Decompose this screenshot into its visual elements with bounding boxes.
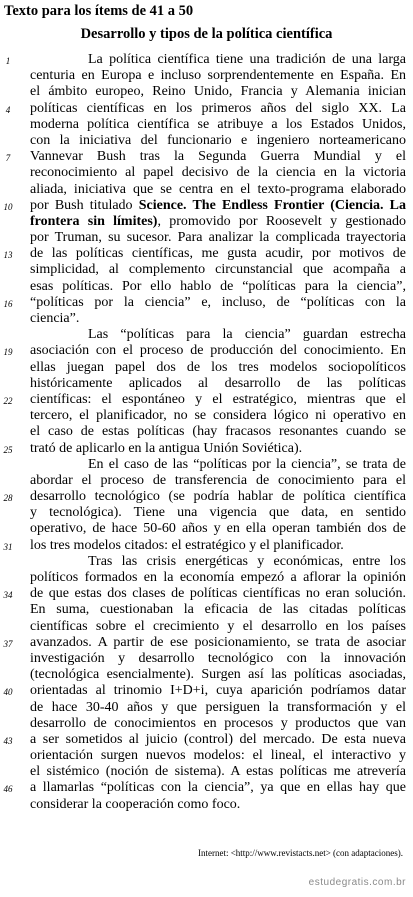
line-text: desarrollo tecnológico (se podría hablar de política científica bbox=[30, 489, 406, 505]
text-line bbox=[0, 84, 413, 100]
text-line bbox=[0, 182, 413, 198]
text-line bbox=[0, 570, 413, 586]
line-text bbox=[30, 214, 406, 230]
line-text: a llamarlas “políticas con la ciencia”, ya que en ellas hay que bbox=[30, 780, 406, 796]
text-line bbox=[0, 165, 413, 181]
line-number: 34 bbox=[3, 590, 13, 601]
section-header: Texto para los ítems de 41 a 50 bbox=[4, 3, 194, 19]
line-text: Las “políticas para la ciencia” guardan estrecha bbox=[88, 327, 406, 343]
text-line bbox=[0, 635, 413, 651]
line-text: a ser sometidos al juicio (control) del mercado. De esta nueva bbox=[30, 731, 406, 747]
text-line bbox=[0, 101, 413, 117]
text-line bbox=[0, 667, 413, 683]
line-text: los tres modelos citados: el estratégico y el planificador. bbox=[30, 537, 344, 553]
line-text: tercero, el planificador, no se considera lógico ni operativo en bbox=[30, 408, 406, 424]
text-line bbox=[0, 764, 413, 780]
line-text: orientación surgen nuevos modelos: el lineal, el interactivo y bbox=[30, 748, 406, 764]
line-text: reconocimiento al papel decisivo de la ciencia en la victoria bbox=[30, 165, 406, 181]
line-number: 40 bbox=[3, 687, 13, 698]
line-text: políticos formados en la economía empezó a aflorar la opinión bbox=[30, 570, 406, 585]
line-number: 10 bbox=[3, 201, 13, 212]
line-text: ciencia”. bbox=[30, 311, 80, 326]
line-text: con la iniciativa del funcionario e ingeniero norteamericano bbox=[30, 132, 406, 148]
line-text: asociación con el proceso de producción del conocimiento. En bbox=[30, 343, 406, 359]
line-text: y tecnológica). Tiene una vigencia que data, en sentido bbox=[30, 505, 406, 521]
line-number: 1 bbox=[5, 56, 11, 66]
line-number: 43 bbox=[3, 735, 13, 746]
line-text: avanzados. A partir de ese posicionamiento, se trata de asociar bbox=[30, 634, 406, 650]
bold-title-segment: frontera sin límites) bbox=[30, 213, 158, 229]
line-text-segment: por Bush titulado bbox=[30, 197, 139, 213]
line-number: 28 bbox=[3, 493, 13, 504]
text-line bbox=[0, 489, 413, 505]
line-text: ellas juegan papel dos de los tres modelos sociopolíticos bbox=[30, 359, 406, 375]
text-line bbox=[0, 538, 413, 554]
line-number: 16 bbox=[3, 298, 13, 309]
line-text: investigación y desarrollo tecnológico con la innovación bbox=[30, 650, 406, 666]
text-line bbox=[0, 408, 413, 424]
text-line bbox=[0, 343, 413, 359]
line-text: políticas científicas en los primeros años del siglo XX. La bbox=[30, 100, 406, 116]
text-line bbox=[0, 457, 413, 473]
line-text: Tras las crisis energéticas y económicas, entre los bbox=[88, 553, 406, 569]
text-line bbox=[0, 586, 413, 602]
text-line bbox=[0, 521, 413, 537]
text-line bbox=[0, 554, 413, 570]
text-line bbox=[0, 246, 413, 262]
bold-title-segment: Science. The Endless Frontier (Ciencia. La bbox=[138, 197, 406, 213]
article-title: Desarrollo y tipos de la política científica bbox=[80, 26, 333, 42]
line-text: En el caso de las “políticas por la ciencia”, se trata de bbox=[88, 456, 406, 472]
text-line bbox=[0, 797, 413, 813]
text-line bbox=[0, 441, 413, 457]
line-text: (tecnológica esencialmente). Surgen así las políticas asociadas, bbox=[30, 667, 406, 683]
text-line bbox=[0, 52, 413, 68]
article-body bbox=[0, 52, 413, 813]
line-text: trató de aplicarlo en la antigua Unión Soviética). bbox=[30, 440, 303, 456]
line-text: el sistémico (noción de sistema). A estas políticas me atrevería bbox=[30, 764, 406, 780]
line-text: científicas sobre el crecimiento y el desarrollo en los países bbox=[30, 618, 406, 634]
watermark: estudegratis.com.br bbox=[308, 877, 406, 888]
line-number: 25 bbox=[3, 444, 13, 455]
line-text: La política científica tiene una tradición de una larga bbox=[88, 52, 406, 67]
line-text: Vannevar Bush tras la Segunda Guerra Mundial y el bbox=[30, 149, 406, 165]
line-number: 22 bbox=[3, 395, 13, 406]
line-text: de que estas dos clases de políticas científicas no eran solución. bbox=[30, 586, 406, 602]
line-text: considerar la cooperación como foco. bbox=[30, 796, 241, 812]
line-text: centuria en Europa e incluso sorprendentemente en España. En bbox=[30, 68, 406, 84]
text-line bbox=[0, 214, 413, 230]
text-line bbox=[0, 133, 413, 149]
text-line bbox=[0, 295, 413, 311]
text-line bbox=[0, 732, 413, 748]
text-line bbox=[0, 198, 413, 214]
text-line bbox=[0, 780, 413, 796]
text-line bbox=[0, 619, 413, 635]
text-line bbox=[0, 505, 413, 521]
line-text: orientadas al trinomio I+D+i, cuya aparición podríamos datar bbox=[30, 683, 406, 699]
line-text: científicas: el espontáneo y el estratégico, mientras que el bbox=[30, 391, 406, 407]
line-text: moderna política científica se atribuye a los Estados Unidos, bbox=[30, 116, 406, 132]
line-text: esas políticas. Por ello hablo de “políticas para la ciencia”, bbox=[30, 278, 406, 294]
line-text: simplicidad, al complemento circunstancial que acompaña a bbox=[30, 262, 406, 278]
line-text: “políticas por la ciencia” e, incluso, de “políticas con la bbox=[30, 294, 406, 310]
line-text-segment: , promovido por Roosevelt y gestionado bbox=[157, 213, 406, 229]
line-text: de hace 30-40 años y que persiguen la transformación y el bbox=[30, 699, 406, 715]
line-text: abordar el proceso de transferencia de conocimiento para el bbox=[30, 472, 406, 488]
text-line bbox=[0, 68, 413, 84]
text-line bbox=[0, 700, 413, 716]
line-text: aliada, iniciativa que se centra en el texto-programa elaborado bbox=[30, 181, 406, 197]
text-line bbox=[0, 311, 413, 327]
line-number: 7 bbox=[5, 153, 11, 164]
line-text: el ámbito europeo, Reino Unido, Francia y Alemania inician bbox=[30, 84, 406, 100]
line-text: de las políticas científicas, me gusta acudir, por motivos de bbox=[30, 246, 406, 262]
text-line bbox=[0, 117, 413, 133]
line-number: 37 bbox=[3, 638, 13, 649]
text-line bbox=[0, 651, 413, 667]
text-line bbox=[0, 473, 413, 489]
text-line bbox=[0, 424, 413, 440]
line-number: 31 bbox=[3, 541, 13, 552]
source-citation: Internet: <http://www.revistacts.net> (con adaptaciones). bbox=[197, 848, 403, 858]
text-line bbox=[0, 149, 413, 165]
text-line bbox=[0, 376, 413, 392]
line-text: En suma, cuestionaban la eficacia de las citadas políticas bbox=[30, 602, 406, 618]
line-text: el caso de estas políticas (hay fracasos resonantes cuando se bbox=[30, 424, 406, 440]
text-line bbox=[0, 327, 413, 343]
line-text: históricamente aplicados al desarrollo de las políticas bbox=[30, 375, 406, 391]
text-line bbox=[0, 392, 413, 408]
line-text bbox=[30, 198, 406, 214]
text-line bbox=[0, 602, 413, 618]
text-line bbox=[0, 360, 413, 376]
text-line bbox=[0, 716, 413, 732]
text-line bbox=[0, 748, 413, 764]
text-line bbox=[0, 279, 413, 295]
line-number: 19 bbox=[3, 347, 13, 358]
line-text: desarrollo de conocimientos en procesos y productos que van bbox=[30, 715, 406, 731]
text-line bbox=[0, 683, 413, 699]
line-text: por Truman, su sucesor. Para analizar la complicada trayectoria bbox=[30, 230, 406, 246]
line-number: 46 bbox=[3, 784, 13, 795]
text-line bbox=[0, 230, 413, 246]
line-number: 13 bbox=[3, 250, 13, 261]
text-line bbox=[0, 262, 413, 278]
line-text: operativo, de hace 50-60 años y en ella operan también dos de bbox=[30, 521, 406, 537]
line-number: 4 bbox=[5, 104, 11, 115]
